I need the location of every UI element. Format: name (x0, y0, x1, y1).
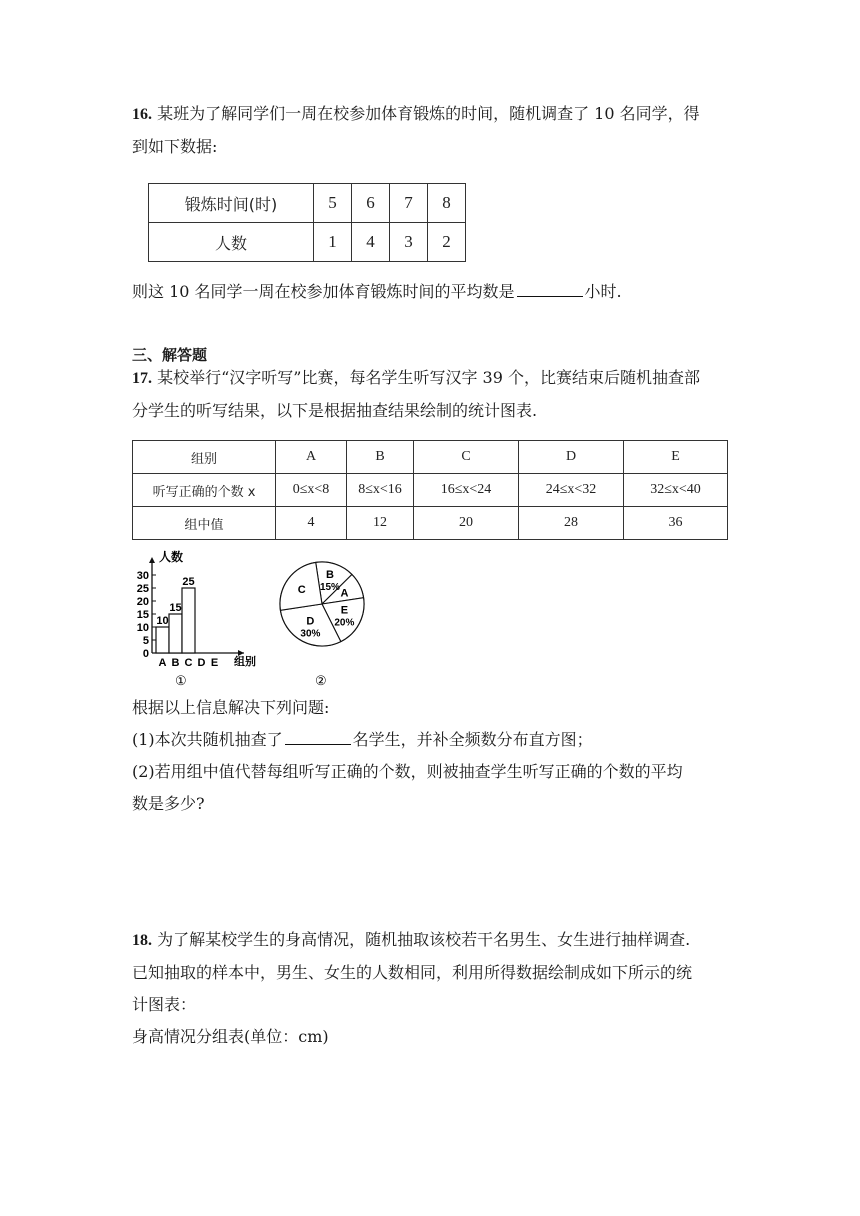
table-cell: 2 (428, 223, 466, 262)
q16-line1: 某班为了解同学们一周在校参加体育锻炼的时间，随机调查了 10 名同学，得 (157, 104, 700, 123)
table-cell: 8≤x<16 (347, 474, 414, 507)
q18-line1: 为了解某校学生的身高情况，随机抽取该校若干名男生、女生进行抽样调查. (157, 930, 691, 949)
q17-parts (132, 692, 732, 820)
table-row (133, 441, 728, 474)
y-tick-label: 30 (136, 570, 149, 582)
q16-number: 16. (132, 106, 152, 123)
table-cell: 3 (390, 223, 428, 262)
q18-number: 18. (132, 932, 152, 949)
q17-info: 根据以上信息解决下列问题: (132, 698, 330, 717)
table-cell: 20 (414, 507, 519, 540)
histogram-chart (126, 545, 276, 690)
table-cell: D (519, 441, 624, 474)
q18-line3: 计图表： (132, 995, 197, 1014)
table-row (149, 184, 466, 223)
pie-slice-label: D (306, 615, 315, 628)
pie-slice-label: B (325, 569, 334, 582)
table-cell: 24≤x<32 (519, 474, 624, 507)
y-tick-label: 5 (142, 635, 149, 647)
bar-data-label: 25 (182, 576, 195, 588)
table-cell: 7 (390, 184, 428, 223)
histogram-bar-C (182, 588, 195, 653)
bar-data-label: 10 (156, 615, 169, 627)
table-cell: 4 (352, 223, 390, 262)
table-cell: 28 (519, 507, 624, 540)
q17-part1-before: (1)本次共随机抽查了 (132, 730, 283, 749)
section-title: 三、解答题 (132, 346, 208, 364)
answer-blank (517, 280, 583, 297)
x-tick-label: B (171, 657, 180, 669)
q17-table (132, 440, 728, 540)
pie-slice-percent: 15% (319, 582, 340, 594)
table-cell: 32≤x<40 (624, 474, 728, 507)
table-row (133, 507, 728, 540)
histogram-y-label: 人数 (159, 550, 184, 564)
x-tick-label: E (210, 657, 219, 669)
q17-line2: 分学生的听写结果，以下是根据抽查结果绘制的统计图表. (132, 401, 538, 420)
table-row (133, 474, 728, 507)
table-cell: C (414, 441, 519, 474)
q16-question (132, 276, 732, 308)
pie-slice-label: E (340, 604, 349, 617)
q16-table (148, 183, 466, 262)
table-header-cell: 听写正确的个数 x (133, 474, 276, 507)
q16-question-after: 小时. (584, 282, 622, 301)
q18-text (132, 924, 732, 1053)
q17-line1: 某校举行“汉字听写”比赛，每名学生听写汉字 39 个，比赛结束后随机抽查部 (157, 368, 700, 387)
q17-part1-after: 名学生，并补全频数分布直方图； (352, 730, 593, 749)
y-tick-label: 10 (136, 622, 149, 634)
histogram-bar-B (169, 614, 182, 653)
pie-slice-percent: 20% (334, 617, 355, 629)
q17-number: 17. (132, 370, 152, 387)
table-cell: 6 (352, 184, 390, 223)
table-cell: 16≤x<24 (414, 474, 519, 507)
bar-data-label: 15 (169, 602, 182, 614)
q16-line2: 到如下数据: (132, 137, 218, 156)
y-tick-label: 0 (142, 648, 149, 660)
pie-slice-label: C (297, 584, 306, 597)
y-axis-arrow (149, 557, 155, 563)
q16-question-before: 则这 10 名同学一周在校参加体育锻炼时间的平均数是 (132, 282, 515, 301)
pie-slice-percent: 30% (300, 628, 321, 640)
table-header-cell: 锻炼时间(时) (149, 184, 314, 223)
table-cell: A (276, 441, 347, 474)
y-tick-label: 15 (136, 609, 149, 621)
table-cell: 5 (314, 184, 352, 223)
q16-text (132, 98, 732, 163)
figure-label-2: ② (315, 673, 327, 688)
table-cell: 1 (314, 223, 352, 262)
table-row (149, 223, 466, 262)
histogram-x-label: 组别 (234, 656, 256, 668)
q17-part2-line1: (2)若用组中值代替每组听写正确的个数，则被抽查学生听写正确的个数的平均 (132, 762, 683, 781)
table-header-cell: 组中值 (133, 507, 276, 540)
pie-slice-label: A (340, 587, 349, 600)
y-tick-label: 25 (136, 583, 149, 595)
q17-text (132, 362, 732, 427)
table-cell: 0≤x<8 (276, 474, 347, 507)
q18-line2: 已知抽取的样本中，男生、女生的人数相同，利用所得数据绘制成如下所示的统 (132, 963, 693, 982)
histogram-bar-A (156, 627, 169, 653)
table-header-cell: 人数 (149, 223, 314, 262)
table-header-cell: 组别 (133, 441, 276, 474)
q17-part2-line2: 数是多少? (132, 794, 205, 813)
table-cell: 12 (347, 507, 414, 540)
pie-chart (272, 548, 382, 690)
answer-blank (285, 728, 351, 745)
figure-label-1: ① (175, 673, 187, 688)
y-tick-label: 20 (136, 596, 149, 608)
table-cell: E (624, 441, 728, 474)
table-cell: 36 (624, 507, 728, 540)
x-tick-label: C (184, 657, 193, 669)
pie-slices (280, 562, 364, 646)
q18-line4: 身高情况分组表(单位：cm) (132, 1027, 329, 1046)
x-tick-label: D (197, 657, 206, 669)
table-cell: 8 (428, 184, 466, 223)
table-cell: B (347, 441, 414, 474)
x-tick-label: A (158, 657, 167, 669)
table-cell: 4 (276, 507, 347, 540)
